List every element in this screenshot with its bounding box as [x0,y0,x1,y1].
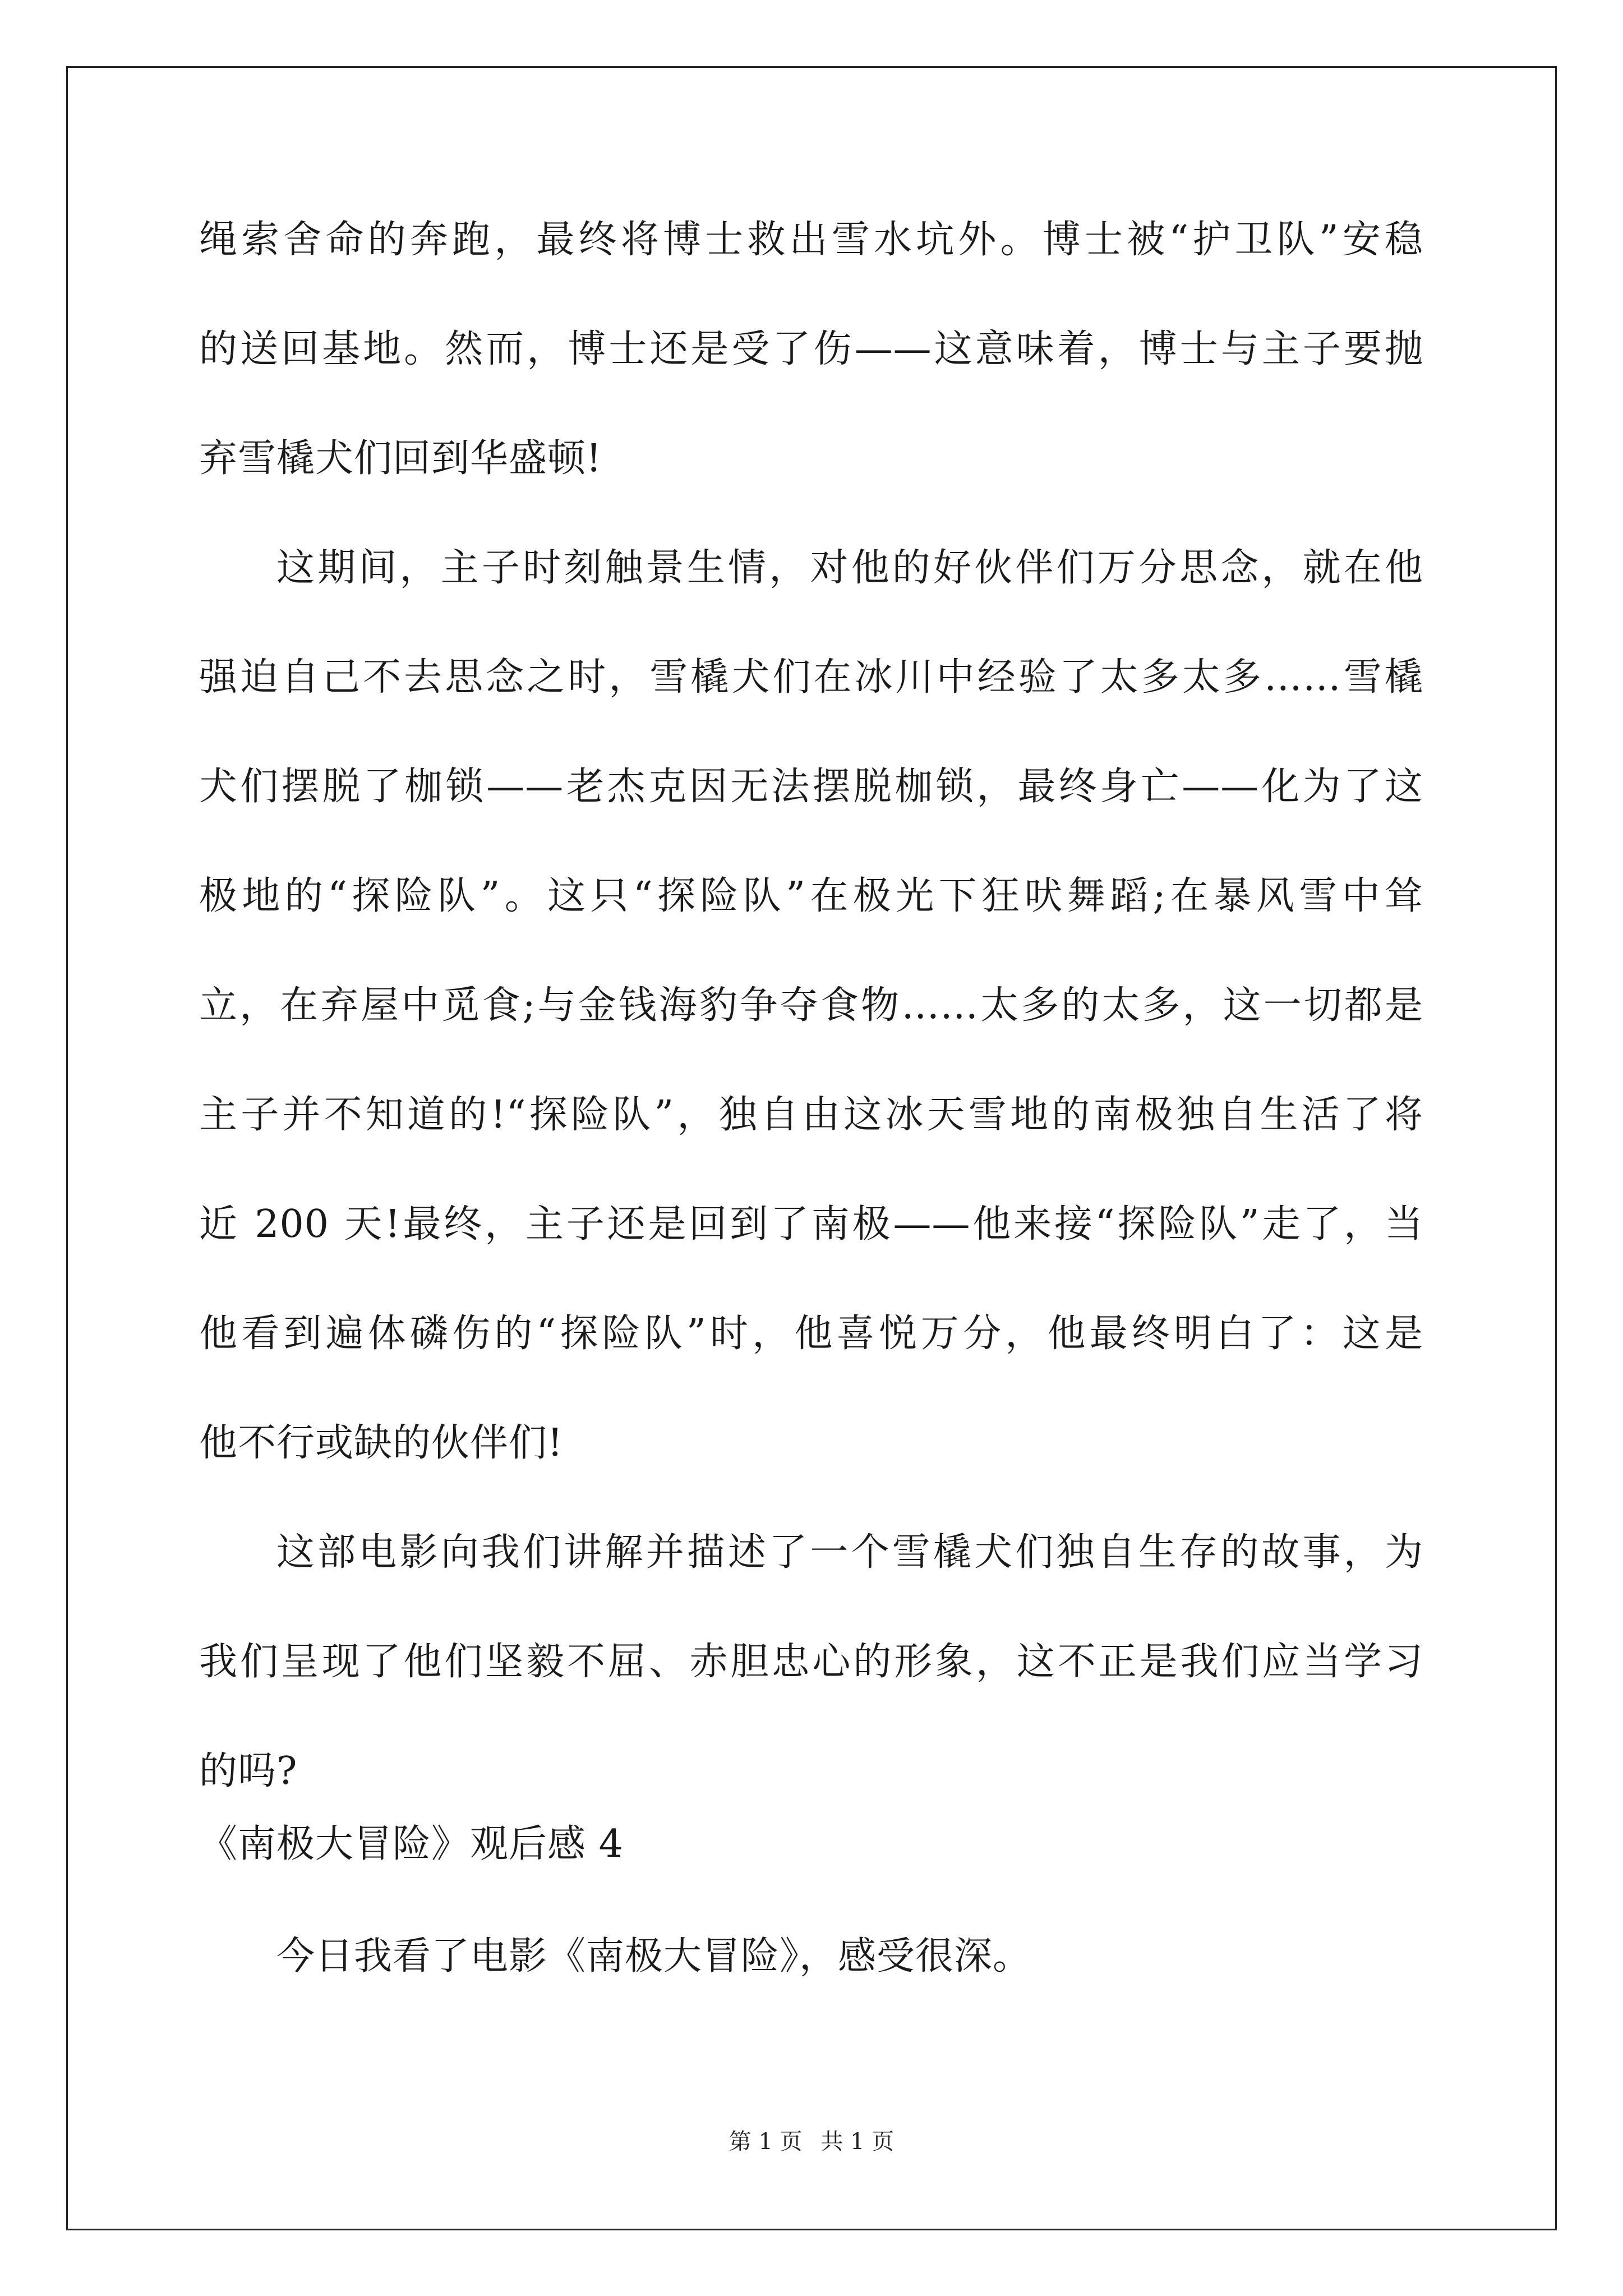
body-line: 弃雪橇犬们回到华盛顿! [199,436,602,481]
body-line: 我们呈现了他们坚毅不屈、赤胆忠心的形象，这不正是我们应当学习 [199,1640,1423,1684]
body-line: 犬们摆脱了枷锁——老杰克因无法摆脱枷锁，最终身亡——化为了这 [199,765,1423,809]
body-line: 他看到遍体磷伤的“探险队”时，他喜悦万分，他最终明白了：这是 [199,1312,1423,1356]
section-heading: 《南极大冒险》观后感 4 [199,1822,624,1866]
body-line: 主子并不知道的!“探险队”，独自由这冰天雪地的南极独自生活了将 [199,1093,1423,1137]
page-number: 第 1 页 [728,2129,803,2155]
page-border [66,66,1557,2230]
body-line: 近 200 天!最终，主子还是回到了南极——他来接“探险队”走了，当 [199,1202,1423,1246]
body-line: 强迫自己不去思念之时，雪橇犬们在冰川中经验了太多太多……雪橇 [199,655,1423,700]
body-line: 今日我看了电影《南极大冒险》，感受很深。 [276,1934,1032,1978]
body-line: 绳索舍命的奔跑，最终将博士救出雪水坑外。博士被“护卫队”安稳 [199,218,1423,262]
page-footer [0,2126,1623,2157]
body-line: 这部电影向我们讲解并描述了一个雪橇犬们独自生存的故事，为 [276,1530,1423,1575]
body-line: 极地的“探险队”。这只“探险队”在极光下狂吠舞蹈;在暴风雪中耸 [199,874,1423,918]
page-total: 共 1 页 [820,2129,895,2155]
body-line: 的吗? [199,1749,298,1793]
body-line: 这期间，主子时刻触景生情，对他的好伙伴们万分思念，就在他 [276,546,1423,590]
body-line: 立，在弃屋中觅食;与金钱海豹争夺食物……太多的太多，这一切都是 [199,983,1423,1028]
body-line: 他不行或缺的伙伴们! [199,1421,564,1465]
body-line: 的送回基地。然而，博士还是受了伤——这意味着，博士与主子要抛 [199,327,1423,371]
